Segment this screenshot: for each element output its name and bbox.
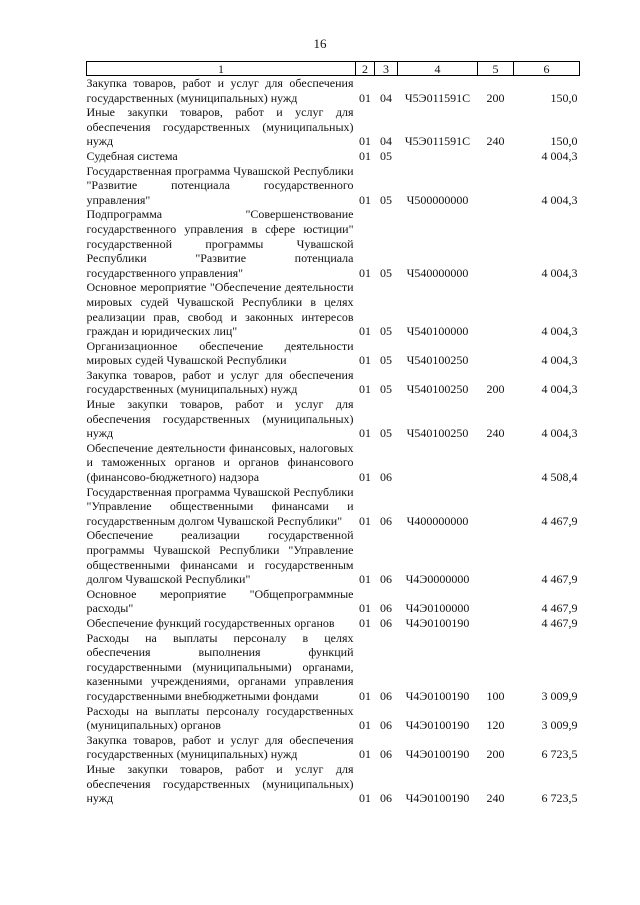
row-expense-type <box>478 528 514 586</box>
column-header-subsection: 3 <box>375 62 398 76</box>
row-amount: 4 004,3 <box>541 148 578 163</box>
row-section: 01 <box>359 426 371 441</box>
row-section: 01 <box>359 747 371 762</box>
row-section: 01 <box>359 470 371 485</box>
row-subsection: 06 <box>380 572 392 587</box>
row-subsection: 06 <box>380 615 392 630</box>
column-header-target-article: 4 <box>398 62 478 76</box>
row-subsection: 05 <box>380 324 392 339</box>
row-section: 01 <box>359 688 371 703</box>
row-name: Государственная программа Чувашской Республики "Развитие потенциала государственного управления" <box>86 163 354 207</box>
row-name: Иные закупки товаров, работ и услуг для обеспечения государственных (муниципальных) нужд <box>86 397 354 441</box>
row-name: Государственная программа Чувашской Республики "Управление общественными финансами и государственным долгом Чувашской Республики" <box>86 484 354 528</box>
row-name: Судебная система <box>86 148 178 163</box>
row-subsection: 05 <box>380 192 392 207</box>
row-subsection: 05 <box>380 382 392 397</box>
table-row <box>87 207 580 280</box>
row-section: 01 <box>359 601 371 616</box>
table-row <box>87 368 580 397</box>
column-header-name: 1 <box>87 62 356 76</box>
row-expense-type <box>478 485 514 529</box>
table-row <box>87 105 580 149</box>
row-amount: 4 467,9 <box>541 615 578 630</box>
row-target-article: Ч540000000 <box>406 265 469 280</box>
row-amount: 4 004,3 <box>541 382 578 397</box>
row-amount: 4 004,3 <box>541 324 578 339</box>
row-name: Расходы на выплаты персоналу государственных (муниципальных) органов <box>86 703 354 733</box>
row-expense-type <box>478 441 514 485</box>
row-expense-type: 240 <box>486 426 505 441</box>
row-section: 01 <box>359 382 371 397</box>
row-subsection: 06 <box>380 513 392 528</box>
row-amount: 4 004,3 <box>541 426 578 441</box>
page-number: 16 <box>313 36 327 51</box>
row-expense-type <box>478 587 514 616</box>
row-section: 01 <box>359 791 371 806</box>
table-row <box>87 587 580 616</box>
row-section: 01 <box>359 718 371 733</box>
row-subsection: 05 <box>380 265 392 280</box>
row-name: Обеспечение деятельности финансовых, налоговых и таможенных органов и органов финансового (финансово-бюджетного) надзора <box>86 440 354 485</box>
row-section: 01 <box>359 148 371 163</box>
row-amount: 150,0 <box>550 134 578 149</box>
table-row <box>87 164 580 208</box>
table-row <box>87 528 580 586</box>
row-target-article: Ч400000000 <box>406 513 469 528</box>
row-expense-type: 200 <box>486 90 505 105</box>
row-target-article: Ч4Э0100000 <box>405 601 470 616</box>
row-subsection: 05 <box>380 426 392 441</box>
row-subsection: 04 <box>380 90 392 105</box>
row-amount: 6 723,5 <box>541 791 578 806</box>
table-row <box>87 441 580 485</box>
row-expense-type: 240 <box>486 134 505 149</box>
row-name: Обеспечение функций государственных органов <box>86 615 335 630</box>
row-amount: 4 004,3 <box>541 353 578 368</box>
row-expense-type: 240 <box>486 791 505 806</box>
row-subsection: 06 <box>380 688 392 703</box>
row-expense-type <box>478 280 514 338</box>
row-target-article: Ч4Э0100190 <box>405 688 470 703</box>
budget-table <box>86 61 580 806</box>
table-row <box>87 149 580 164</box>
row-target-article: Ч5Э011591С <box>404 134 471 149</box>
row-section: 01 <box>359 324 371 339</box>
row-target-article: Ч4Э0100190 <box>405 747 470 762</box>
row-target-article: Ч4Э0100190 <box>405 615 470 630</box>
table-row <box>87 397 580 441</box>
table-row <box>87 704 580 733</box>
row-target-article: Ч540100250 <box>406 353 469 368</box>
row-name: Организационное обеспечение деятельности мировых судей Чувашской Республики <box>86 338 354 368</box>
table-row <box>87 762 580 806</box>
row-subsection: 05 <box>380 148 392 163</box>
row-expense-type <box>478 339 514 368</box>
column-header-section: 2 <box>356 62 375 76</box>
row-amount: 3 009,9 <box>541 688 578 703</box>
row-subsection: 06 <box>380 791 392 806</box>
table-header <box>87 62 580 76</box>
row-target-article: Ч540100250 <box>406 382 469 397</box>
row-name: Расходы на выплаты персоналу в целях обеспечения выполнения функций государственными (муниципальными) органами, казенными учреждениями, органами управления государственными внебюджетными фондами <box>86 630 354 703</box>
table-row <box>87 733 580 762</box>
row-expense-type: 200 <box>486 382 505 397</box>
row-expense-type <box>478 164 514 208</box>
row-target-article: Ч5Э011591С <box>404 90 471 105</box>
row-target-article: Ч4Э0100190 <box>405 718 470 733</box>
row-name: Закупка товаров, работ и услуг для обеспечения государственных (муниципальных) нужд <box>86 732 354 762</box>
table-row <box>87 280 580 338</box>
table-row <box>87 485 580 529</box>
row-subsection: 06 <box>380 470 392 485</box>
row-expense-type <box>478 616 514 631</box>
row-name: Закупка товаров, работ и услуг для обеспечения государственных (муниципальных) нужд <box>86 76 354 105</box>
row-expense-type: 200 <box>486 747 505 762</box>
row-section: 01 <box>359 615 371 630</box>
row-amount: 4 508,4 <box>541 470 578 485</box>
row-name: Закупка товаров, работ и услуг для обеспечения государственных (муниципальных) нужд <box>86 367 354 397</box>
row-section: 01 <box>359 572 371 587</box>
row-name: Обеспечение реализации государственной программы Чувашской Республики "Управление общественными финансами и государственным долгом Чувашской Республики" <box>86 528 354 587</box>
row-target-article: Ч500000000 <box>406 192 469 207</box>
table-body <box>87 76 580 806</box>
row-target-article: Ч4Э0100190 <box>405 791 470 806</box>
table-row <box>87 339 580 368</box>
row-amount: 4 467,9 <box>541 601 578 616</box>
row-subsection: 04 <box>380 134 392 149</box>
row-expense-type <box>478 149 514 164</box>
row-expense-type <box>478 207 514 280</box>
row-expense-type: 120 <box>486 718 505 733</box>
table-row <box>87 76 580 106</box>
row-amount: 4 467,9 <box>541 572 578 587</box>
row-amount: 6 723,5 <box>541 747 578 762</box>
row-section: 01 <box>359 192 371 207</box>
row-amount: 4 467,9 <box>541 513 578 528</box>
row-name: Иные закупки товаров, работ и услуг для обеспечения государственных (муниципальных) нужд <box>86 761 354 806</box>
row-expense-type: 100 <box>486 688 505 703</box>
row-subsection: 06 <box>380 747 392 762</box>
row-target-article <box>398 441 478 485</box>
row-amount: 3 009,9 <box>541 718 578 733</box>
row-section: 01 <box>359 513 371 528</box>
row-subsection: 06 <box>380 718 392 733</box>
row-target-article <box>398 149 478 164</box>
row-name: Иные закупки товаров, работ и услуг для обеспечения государственных (муниципальных) нужд <box>86 105 354 149</box>
row-amount: 4 004,3 <box>541 192 578 207</box>
row-section: 01 <box>359 134 371 149</box>
row-subsection: 05 <box>380 353 392 368</box>
row-section: 01 <box>359 353 371 368</box>
row-section: 01 <box>359 90 371 105</box>
column-header-amount: 6 <box>514 62 580 76</box>
row-name: Основное мероприятие "Общепрограммные расходы" <box>86 586 354 616</box>
row-section: 01 <box>359 265 371 280</box>
table-row <box>87 616 580 631</box>
row-name: Основное мероприятие "Обеспечение деятельности мировых судей Чувашской Республики в целях реализации прав, свобод и законных интересов граждан и юридических лиц" <box>86 280 354 339</box>
table-row <box>87 631 580 704</box>
row-target-article: Ч540100000 <box>406 324 469 339</box>
row-amount: 4 004,3 <box>541 265 578 280</box>
row-target-article: Ч540100250 <box>406 426 469 441</box>
row-amount: 150,0 <box>550 90 578 105</box>
row-subsection: 06 <box>380 601 392 616</box>
row-name: Подпрограмма "Совершенствование государственного управления в сфере юстиции" государственной программы Чувашской Республики "Развитие потенциала государственного управления" <box>86 207 354 280</box>
column-header-expense-type: 5 <box>478 62 514 76</box>
row-target-article: Ч4Э0000000 <box>405 572 470 587</box>
